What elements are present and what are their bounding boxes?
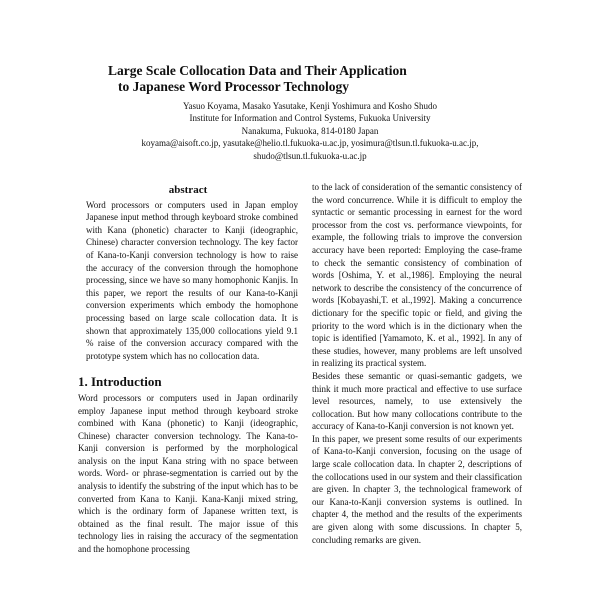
introduction-paragraph-1: to the lack of consideration of the semantic consistency of the word concurrence. While it is difficult to employ the syntactic or semantic processing in earnest for the word processor from the cost vs. performance viewpoints, for example, the following trials to improve the conversion accuracy have been reported: Employing the case-frame to check the semantic consistency of combination of words [Oshima, Y. et al.,1986]. Employing the neural network to describe the consistency of the concurrence of words [Kobayashi,T. et al.,1992]. Making a concurrence dictionary for the specific topic or field, and giving the priority to the word which is in the dictionary when the topic is identified [Yamamoto, K. et al., 1992]. In any of these studies, however, many problems are left unsolved in realizing its practical system.	[312, 182, 522, 369]
author-names: Yasuo Koyama, Masako Yasutake, Kenji Yoshimura and Kosho Shudo	[182, 101, 438, 111]
paper-title	[108, 63, 468, 95]
address: Nanakuma, Fukuoka, 814-0180 Japan	[241, 125, 379, 136]
abstract-heading: abstract	[168, 184, 208, 196]
title-line-1: Large Scale Collocation Data and Their Application	[108, 63, 407, 78]
affiliation: Institute for Information and Control Systems, Fukuoka University	[189, 113, 431, 124]
introduction-paragraph-3: In this paper, we present some results of our experiments of Kana-to-Kanji conversion, focusing on the usage of large scale collocation data. In chapter 2, descriptions of the collocations used in our system and their classification are given. In chapter 3, the technological framework of our Kana-to-Kanji conversion systems is outlined. In chapter 4, the method and the results of the experiments are given along with some discussions. In chapter 5, concluding remarks are given.	[312, 433, 522, 545]
title-line-2: to Japanese Word Processor Technology	[118, 79, 350, 94]
introduction-heading: 1. Introduction	[78, 374, 162, 390]
abstract-text: Word processors or computers used in Japan employ Japanese input method through keyboard stroke combined with Kana (phonetic) character to Kanji (ideographic, Chinese) character conversion technology. The key factor of Kana-to-Kanji conversion technology is how to raise the accuracy of the conversion through the homophone processing, since we have so many homophonic Kanjis. In this paper, we report the results of our Kana-to-Kanji conversion experiments which embody the homophone processing based on large scale collocation data. It is shown that approximately 135,000 collocations yield 9.1 % raise of the conversion accuracy compared with the prototype system which has no collocation data.	[86, 199, 298, 361]
emails-line-1: koyama@aisoft.co.jp, yasutake@helio.tl.fukuoka-u.ac.jp, yosimura@tlsun.tl.fukuoka-u.ac.jp,	[141, 138, 479, 149]
left-column	[78, 184, 298, 556]
introduction-paragraph-2: Besides these semantic or quasi-semantic gadgets, we think it much more practical and effective to use surface level resources, namely, to use extensively the collocation. But how many collocations contribute to the accuracy of Kana-to-Kanji conversion is not known yet.	[312, 370, 522, 432]
author-block	[120, 100, 500, 162]
right-column	[312, 181, 522, 546]
emails-line-2: shudo@tlsun.tl.fukuoka-u.ac.jp	[253, 150, 367, 161]
introduction-text-left: Word processors or computers used in Japan ordinarily employ Japanese input method through keyboard stroke combined with Kana (phonetic) to Kanji (ideographic, Chinese) character conversion technology. The Kana-to-Kanji conversion is performed by the morphological analysis on the input Kana string with no space between words. Word- or phrase-segmentation is carried out by the analysis to identify the substring of the input which has to be converted from Kana to Kanji. Kana-Kanji mixed string, which is the ordinary form of Japanese written text, is obtained as the final result. The major issue of this technology lies in raising the accuracy of the segmentation and the homophone processing	[78, 392, 298, 555]
